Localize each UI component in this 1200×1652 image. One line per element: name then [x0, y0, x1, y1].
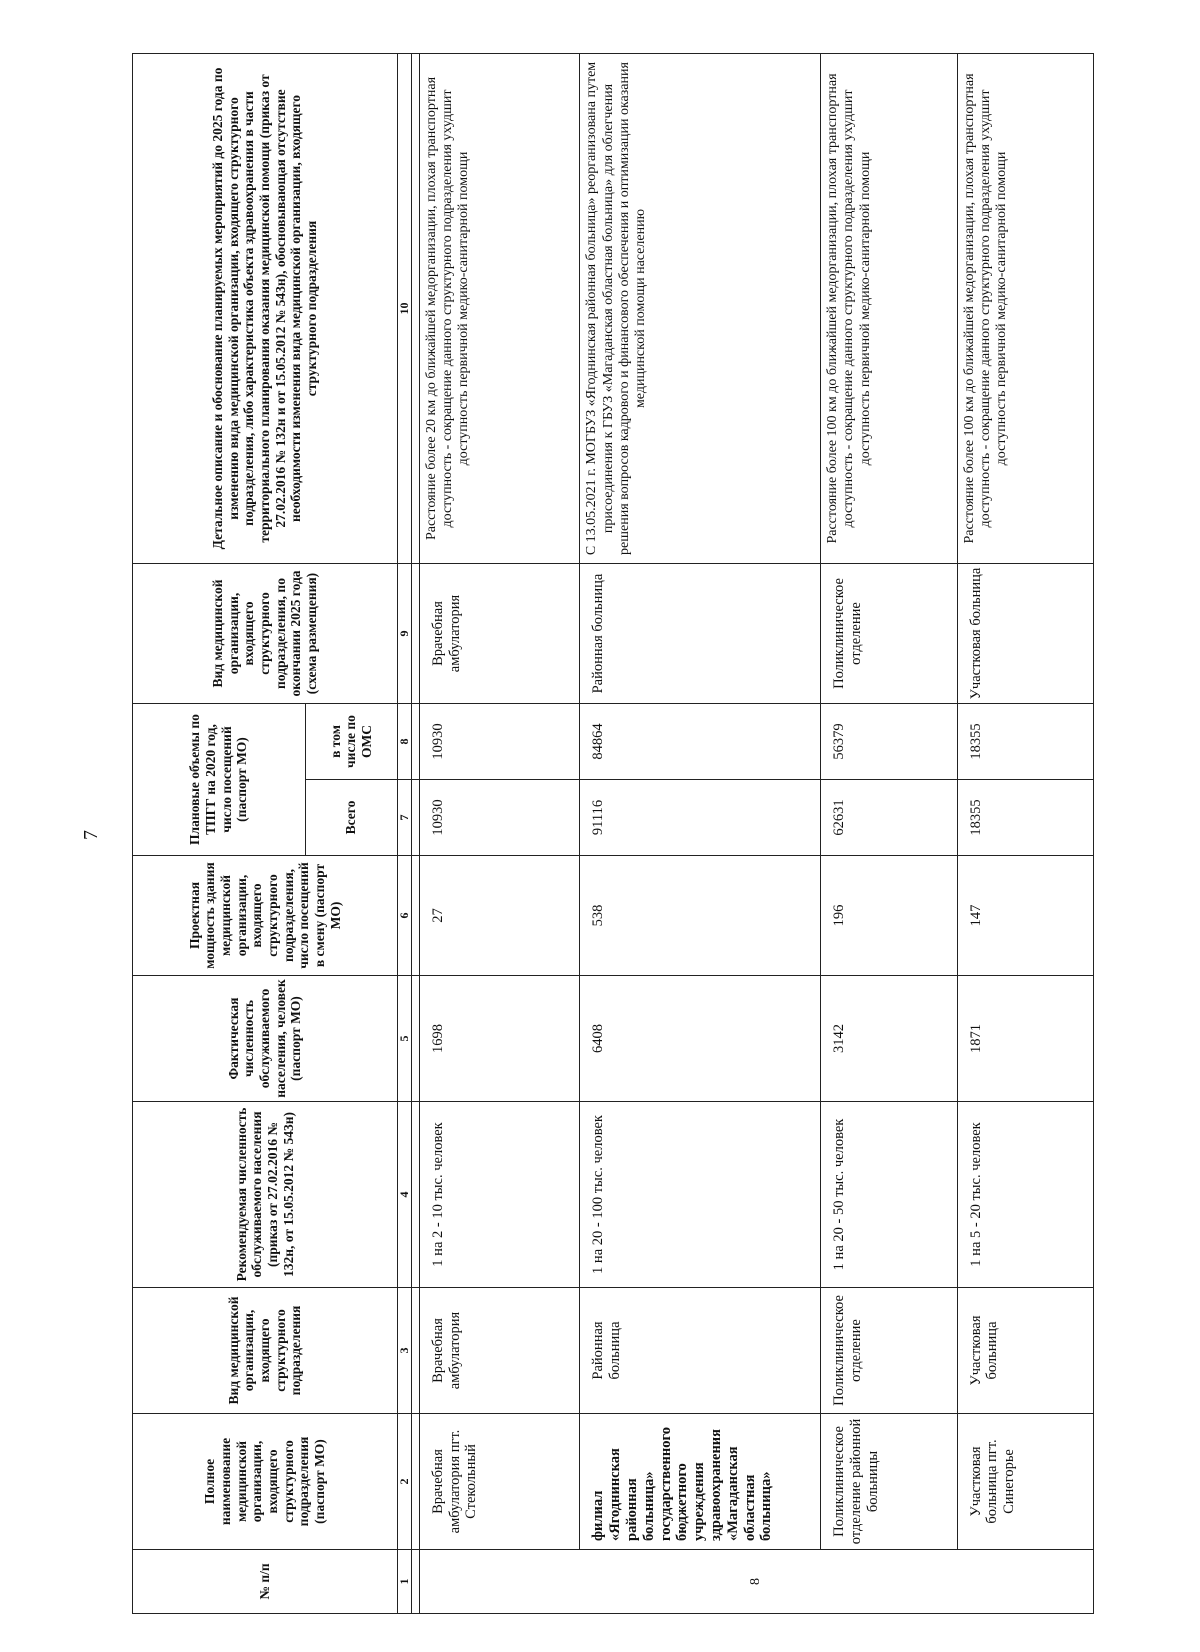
visits-oms: 10930 [419, 704, 580, 780]
header-description: Детальное описание и обоснование планируемых мероприятий до 2025 года по изменению вида медицинской организации, входящего структурного подразделения, либо характеристика объекта здравоохранения в части территориального планирования оказания медицинской помощи (приказ от 27.02.2016 № 132н и от 15.05.2012 № 543н), обосновывающая отсутствие необходимости изменения вида медицинской организации, входящего структурного подразделения [133, 54, 398, 564]
header-total: Всего [305, 780, 397, 856]
facility-type-2025: Участковая больница [957, 564, 1093, 704]
column-number: 5 [397, 976, 411, 1102]
group-number: 8 [419, 1550, 1093, 1614]
facility-type-2025: Поликлиническое отделение [821, 564, 957, 704]
design-capacity: 27 [419, 856, 580, 976]
header-type-2025: Вид медицинской организации, входящего структурного подразделения, по окончании 2025 года (схема размещения) [133, 564, 398, 704]
empty-cell [411, 54, 419, 564]
actual-population: 1871 [957, 976, 1093, 1102]
visits-total: 91116 [580, 780, 821, 856]
rotated-table-container [132, 54, 1094, 1614]
actual-population: 1698 [419, 976, 580, 1102]
visits-total: 62631 [821, 780, 957, 856]
recommended-population: 1 на 2 - 10 тыс. человек [419, 1102, 580, 1288]
description: С 13.05.2021 г. МОГБУЗ «Ягоднинская районная больница» реорганизована путем присоединения к ГБУЗ «Магаданская областная больница» для облегчения решения вопросов кадрового и финансового обеспечения и оптимизации оказания медицинской помощи населению [580, 54, 821, 564]
empty-cell [411, 1550, 419, 1614]
facility-name: филиал «Ягоднинская районная больница» государственного бюджетного учреждения здравоохранения «Магаданская областная больница» [580, 1414, 821, 1550]
visits-total: 10930 [419, 780, 580, 856]
header-type: Вид медицинской организации, входящего структурного подразделения [133, 1288, 398, 1414]
page-number: 7 [80, 830, 102, 840]
recommended-population: 1 на 20 - 100 тыс. человек [580, 1102, 821, 1288]
table-row [821, 54, 957, 1614]
column-number: 6 [397, 856, 411, 976]
empty-cell [411, 704, 419, 780]
design-capacity: 196 [821, 856, 957, 976]
empty-cell [411, 1102, 419, 1288]
column-number: 2 [397, 1414, 411, 1550]
column-number: 4 [397, 1102, 411, 1288]
table-row [580, 54, 821, 1614]
facility-type-2025: Районная больница [580, 564, 821, 704]
empty-cell [411, 1414, 419, 1550]
facility-type: Районная больница [580, 1288, 821, 1414]
empty-cell [411, 1288, 419, 1414]
column-number: 3 [397, 1288, 411, 1414]
header-planned-volumes: Плановые объемы по ТПГГ на 2020 год, число посещений (паспорт МО) [133, 704, 306, 856]
facility-name: Участковая больница пгт. Синегорье [957, 1414, 1093, 1550]
visits-total: 18355 [957, 780, 1093, 856]
empty-cell [411, 976, 419, 1102]
facility-type: Поликлиническое отделение [821, 1288, 957, 1414]
empty-cell [411, 564, 419, 704]
header-number: № п/п [133, 1550, 398, 1614]
actual-population: 6408 [580, 976, 821, 1102]
column-number: 10 [397, 54, 411, 564]
visits-oms: 18355 [957, 704, 1093, 780]
header-row [133, 54, 306, 1614]
visits-oms: 84864 [580, 704, 821, 780]
facility-name: Врачебная амбулатория пгт. Стекольный [419, 1414, 580, 1550]
table-row [419, 54, 580, 1614]
header-capacity: Проектная мощность здания медицинской организации, входящего структурного подразделения, число посещений в смену (паспорт МО) [133, 856, 398, 976]
recommended-population: 1 на 5 - 20 тыс. человек [957, 1102, 1093, 1288]
facility-type: Врачебная амбулатория [419, 1288, 580, 1414]
column-number: 8 [397, 704, 411, 780]
column-number: 9 [397, 564, 411, 704]
facility-type: Участковая больница [957, 1288, 1093, 1414]
header-recommended: Рекомендуемая численность обслуживаемого населения (приказ от 27.02.2016 № 132н, от 15.05.2012 № 543н) [133, 1102, 398, 1288]
separator-row [411, 54, 419, 1614]
header-oms: в том числе по ОМС [305, 704, 397, 780]
column-number: 7 [397, 780, 411, 856]
column-number: 1 [397, 1550, 411, 1614]
facility-type-2025: Врачебная амбулатория [419, 564, 580, 704]
column-numbers-row [397, 54, 411, 1614]
header-full-name: Полное наименование медицинской организации, входящего структурного подразделения (паспорт МО) [133, 1414, 398, 1550]
empty-cell [411, 856, 419, 976]
table-row [957, 54, 1093, 1614]
recommended-population: 1 на 20 - 50 тыс. человек [821, 1102, 957, 1288]
medical-facilities-table [132, 53, 1094, 1614]
description: Расстояние более 100 км до ближайшей медорганизации, плохая транспортная доступность - сокращение данного структурного подразделения ухудшит доступность первичной медико-санитарной помощи [957, 54, 1093, 564]
actual-population: 3142 [821, 976, 957, 1102]
description: Расстояние более 20 км до ближайшей медорганизации, плохая транспортная доступность - сокращение данного структурного подразделения ухудшит доступность первичной медико-санитарной помощи [419, 54, 580, 564]
description: Расстояние более 100 км до ближайшей медорганизации, плохая транспортная доступность - сокращение данного структурного подразделения ухудшит доступность первичной медико-санитарной помощи [821, 54, 957, 564]
design-capacity: 538 [580, 856, 821, 976]
empty-cell [411, 780, 419, 856]
header-population: Фактическая численность обслуживаемого населения, человек (паспорт МО) [133, 976, 398, 1102]
design-capacity: 147 [957, 856, 1093, 976]
visits-oms: 56379 [821, 704, 957, 780]
facility-name: Поликлиническое отделение районной больницы [821, 1414, 957, 1550]
